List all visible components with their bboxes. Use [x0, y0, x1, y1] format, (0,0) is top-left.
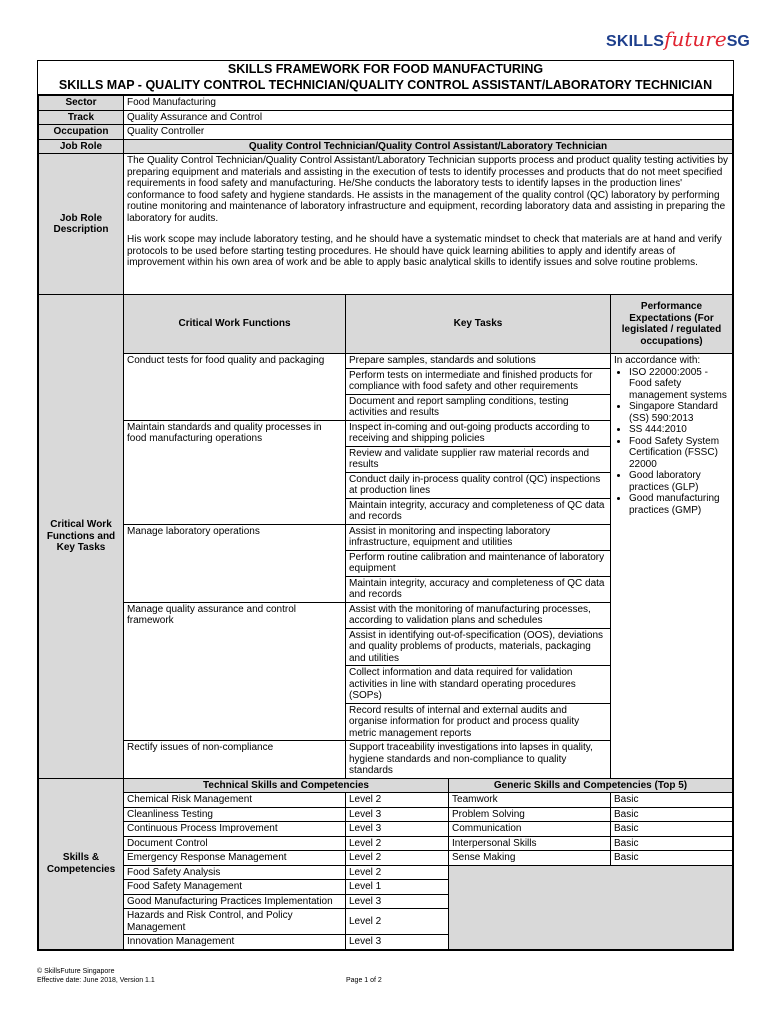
key-task: Inspect in-coming and out-going products according to receiving and shipping policies — [346, 420, 611, 446]
skill-row — [39, 851, 733, 866]
performance-item: • Good manufacturing practices (GMP) — [629, 493, 729, 516]
key-task: Review and validate supplier raw material records and results — [346, 446, 611, 472]
sector-value: Food Manufacturing — [124, 96, 733, 111]
generic-skill-name: Sense Making — [449, 851, 611, 866]
effective-date-text: Effective date: June 2018, Version 1.1 — [37, 976, 155, 984]
generic-skill-name: Problem Solving — [449, 807, 611, 822]
job-info-table — [38, 95, 733, 295]
performance-item: • Good laboratory practices (GLP) — [629, 470, 729, 493]
critical-work-function: Conduct tests for food quality and packaging — [124, 354, 346, 421]
performance-intro: In accordance with: — [614, 355, 701, 366]
jobrole-row — [39, 139, 733, 154]
sector-row — [39, 96, 733, 111]
description-row — [39, 154, 733, 295]
technical-skill-name: Hazards and Risk Control, and Policy Management — [124, 909, 346, 935]
skills-map-title: SKILLS MAP - QUALITY CONTROL TECHNICIAN/QUALITY CONTROL ASSISTANT/LABORATORY TECHNICIAN — [38, 77, 733, 95]
skills-header-row — [39, 778, 733, 793]
generic-skill-name: Interpersonal Skills — [449, 836, 611, 851]
generic-skill-level: Basic — [611, 836, 733, 851]
performance-item: • ISO 22000:2005 - Food safety management systems — [629, 367, 729, 402]
technical-skill-level: Level 3 — [346, 894, 449, 909]
key-task: Record results of internal and external audits and organise information for product and process quality metric management reports — [346, 703, 611, 741]
task-row — [39, 354, 733, 369]
description-label: Job Role Description — [39, 154, 124, 295]
page-number: Page 1 of 2 — [346, 977, 382, 984]
logo-sg-text: SG — [726, 33, 750, 50]
col-header-tasks: Key Tasks — [346, 295, 611, 354]
performance-list — [614, 367, 729, 517]
technical-skill-name: Continuous Process Improvement — [124, 822, 346, 837]
key-task: Assist with the monitoring of manufacturing processes, according to validation plans and schedules — [346, 602, 611, 628]
key-task: Document and report sampling conditions, testing activities and results — [346, 394, 611, 420]
copyright-text: © SkillsFuture Singapore — [37, 968, 115, 975]
track-value: Quality Assurance and Control — [124, 110, 733, 125]
sector-label: Sector — [39, 96, 124, 111]
skills-section-label: Skills & Competencies — [39, 778, 124, 949]
key-task: Maintain integrity, accuracy and completeness of QC data and records — [346, 498, 611, 524]
logo-future-text: future — [664, 27, 727, 51]
generic-skill-level: Basic — [611, 807, 733, 822]
technical-skill-name: Cleanliness Testing — [124, 807, 346, 822]
key-task: Assist in identifying out-of-specification (OOS), deviations and quality problems of products, materials, packaging and utilities — [346, 628, 611, 666]
critical-work-function: Manage laboratory operations — [124, 524, 346, 602]
technical-skill-name: Innovation Management — [124, 935, 346, 950]
generic-skill-level: Basic — [611, 822, 733, 837]
performance-item: • SS 444:2010 — [629, 424, 729, 436]
technical-skill-level: Level 2 — [346, 865, 449, 880]
generic-skills-empty-area — [449, 865, 733, 949]
key-task: Maintain integrity, accuracy and completeness of QC data and records — [346, 576, 611, 602]
critical-work-function: Rectify issues of non-compliance — [124, 741, 346, 779]
track-label: Track — [39, 110, 124, 125]
skill-row — [39, 822, 733, 837]
col-header-performance: Performance Expectations (For legislated / regulated occupations) — [611, 295, 733, 354]
technical-skill-level: Level 2 — [346, 851, 449, 866]
jobrole-label: Job Role — [39, 139, 124, 154]
critical-work-function: Maintain standards and quality processes in food manufacturing operations — [124, 420, 346, 524]
generic-skill-level: Basic — [611, 793, 733, 808]
technical-skill-level: Level 1 — [346, 880, 449, 895]
generic-skill-name: Teamwork — [449, 793, 611, 808]
occupation-value: Quality Controller — [124, 125, 733, 140]
key-task: Assist in monitoring and inspecting laboratory infrastructure, equipment and utilities — [346, 524, 611, 550]
critical-work-functions-table — [38, 294, 733, 779]
skillsfuture-logo — [606, 27, 750, 55]
cwf-header-row — [39, 295, 733, 354]
logo-skills-text: SKILLS — [606, 33, 665, 50]
critical-work-function: Manage quality assurance and control framework — [124, 602, 346, 741]
key-task: Conduct daily in-process quality control (QC) inspections at production lines — [346, 472, 611, 498]
footer — [37, 968, 155, 985]
skills-table — [38, 778, 733, 950]
technical-skill-level: Level 2 — [346, 836, 449, 851]
skill-row — [39, 807, 733, 822]
technical-skill-name: Document Control — [124, 836, 346, 851]
technical-skill-name: Emergency Response Management — [124, 851, 346, 866]
technical-skill-name: Food Safety Management — [124, 880, 346, 895]
generic-skills-header: Generic Skills and Competencies (Top 5) — [449, 778, 733, 793]
framework-title: SKILLS FRAMEWORK FOR FOOD MANUFACTURING — [227, 62, 544, 76]
occupation-label: Occupation — [39, 125, 124, 140]
occupation-row — [39, 125, 733, 140]
jobrole-value: Quality Control Technician/Quality Control Assistant/Laboratory Technician — [124, 139, 733, 154]
technical-skill-level: Level 3 — [346, 807, 449, 822]
performance-expectations — [611, 354, 733, 779]
generic-skill-level: Basic — [611, 851, 733, 866]
skill-row — [39, 865, 733, 880]
technical-skill-name: Food Safety Analysis — [124, 865, 346, 880]
key-task: Perform routine calibration and maintenance of laboratory equipment — [346, 550, 611, 576]
track-row — [39, 110, 733, 125]
technical-skills-header: Technical Skills and Competencies — [124, 778, 449, 793]
technical-skill-name: Chemical Risk Management — [124, 793, 346, 808]
technical-skill-level: Level 3 — [346, 822, 449, 837]
skills-map-document — [37, 60, 734, 951]
description-text — [124, 154, 733, 295]
technical-skill-name: Good Manufacturing Practices Implementation — [124, 894, 346, 909]
col-header-functions: Critical Work Functions — [124, 295, 346, 354]
key-task: Perform tests on intermediate and finished products for compliance with food safety and other requirements — [346, 368, 611, 394]
performance-item: • Singapore Standard (SS) 590:2013 — [629, 401, 729, 424]
key-task: Support traceability investigations into lapses in quality, hygiene standards and non-compliance to quality standards — [346, 741, 611, 779]
description-paragraph-2: His work scope may include laboratory testing, and he should have a systematic mindset to check that materials are at hand and verify protocols to be used before starting testing procedures. He should have quick learning abilities to apply and identify areas of improvement within his own area of work and be able to apply basic analytical skills to identify issues and solve routine problems. — [127, 234, 722, 268]
cwf-section-label: Critical Work Functions and Key Tasks — [39, 295, 124, 779]
description-paragraph-1: The Quality Control Technician/Quality Control Assistant/Laboratory Technician supports process and product quality testing activities by preparing equipment and materials and assisting in the execution of tests to identify processes and products that do not meet specified requirements in food safety and manufacturing. He/She conducts the laboratory tests to identify lapses in the production lines' conformance to food safety and hygiene standards. He assists in the management of the quality control (QC) laboratory by performing routine monitoring and maintenance of laboratory infrastructure and equipment, recording laboratory data and assisting in preparing the laboratory for audits. — [127, 155, 729, 224]
performance-item: • Food Safety System Certification (FSSC) 22000 — [629, 436, 729, 471]
technical-skill-level: Level 2 — [346, 793, 449, 808]
skill-row — [39, 836, 733, 851]
technical-skill-level: Level 3 — [346, 935, 449, 950]
technical-skill-level: Level 2 — [346, 909, 449, 935]
key-task: Prepare samples, standards and solutions — [346, 354, 611, 369]
skill-row — [39, 793, 733, 808]
generic-skill-name: Communication — [449, 822, 611, 837]
key-task: Collect information and data required for validation activities in line with standard operating procedures (SOPs) — [346, 666, 611, 704]
